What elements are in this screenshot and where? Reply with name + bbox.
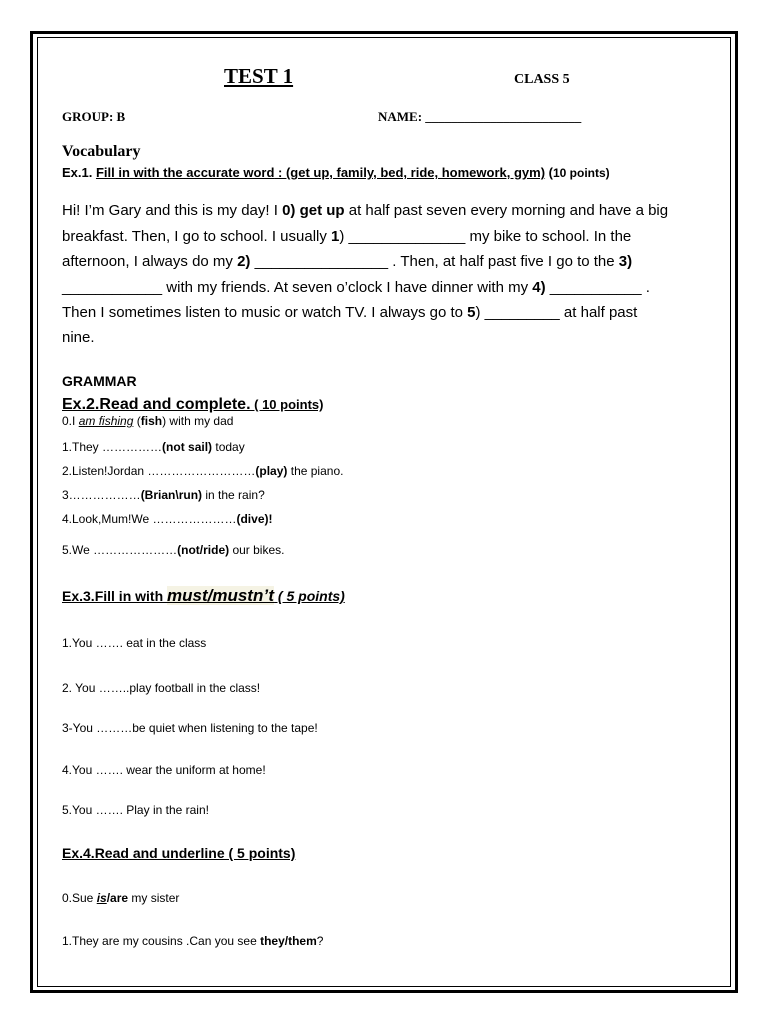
text: 5.We ………………… — [62, 543, 178, 557]
text: ____________ with my friends. At seven o’clock I have dinner with my — [62, 279, 533, 296]
modal-words: must/mustn’t — [167, 586, 275, 605]
exercise-2-title: Ex.2.Read and complete. — [62, 396, 251, 413]
text: in the rain? — [202, 488, 265, 502]
exercise-3-item: 1.You ……. eat in the class — [62, 636, 207, 650]
exercise-2-item — [62, 464, 343, 478]
text: ________________ . Then, at half past five I go to the — [250, 253, 619, 270]
text: breakfast. Then, I go to school. I usually — [62, 228, 332, 245]
text: today — [212, 440, 245, 454]
exercise-1-number: Ex.1. — [62, 165, 96, 180]
verb-hint: (not sail) — [162, 440, 213, 454]
text: ) _________ at half past — [475, 304, 638, 321]
exercise-3-points: ( 5 points) — [274, 588, 345, 604]
exercise-3-item: 5.You ……. Play in the rain! — [62, 803, 209, 817]
text: 0.I — [62, 414, 79, 428]
text: at half past seven every morning and have a big — [344, 202, 669, 219]
blank-number: 2) — [237, 253, 251, 270]
exercise-1-instruction: Fill in with the accurate word — [95, 165, 275, 180]
options: they/them — [260, 934, 317, 948]
exercise-3-title: Ex.3.Fill in with — [62, 588, 168, 604]
blank-number: 1 — [331, 228, 340, 245]
text: ) with my dad — [162, 414, 234, 428]
exercise-1-word-list: : (get up, family, bed, ride, homework, gym) — [274, 165, 546, 180]
exercise-2-item — [62, 488, 265, 502]
text: 2.Listen!Jordan ……………………… — [62, 464, 256, 478]
text: my sister — [128, 891, 180, 905]
vocabulary-heading: Vocabulary — [62, 143, 141, 160]
text: ) ______________ my bike to school. In the — [339, 228, 632, 245]
exercise-2-item — [62, 512, 272, 526]
text: Hi! I’m Gary and this is my day! I — [62, 202, 283, 219]
paragraph-line — [62, 329, 95, 346]
exercise-2-heading — [62, 396, 323, 414]
grammar-heading: GRAMMAR — [62, 373, 137, 389]
text: afternoon, I always do my — [62, 253, 238, 270]
exercise-2-item — [62, 440, 245, 454]
text: nine. — [62, 329, 95, 346]
group-label: GROUP: B — [62, 109, 126, 124]
text: ? — [316, 934, 324, 948]
example-answer: am fishing — [78, 414, 134, 428]
exercise-3-heading — [62, 586, 345, 606]
exercise-2-item — [62, 543, 284, 557]
text: 3……………… — [62, 488, 141, 502]
example-answer: is — [96, 891, 107, 905]
exercise-1-points-open: ( — [545, 165, 553, 180]
blank-number: 5 — [467, 304, 476, 321]
paragraph-line — [62, 202, 668, 219]
option: /are — [106, 891, 129, 905]
example-answer: 0) get up — [282, 202, 345, 219]
exercise-1-heading — [62, 165, 610, 180]
exercise-2-points: ( 10 points) — [250, 397, 324, 412]
text: the piano. — [287, 464, 344, 478]
blank-number: 3) — [618, 253, 633, 270]
paragraph-line — [62, 304, 637, 321]
paragraph-line — [62, 253, 632, 270]
name-field: NAME: ________________________ — [378, 109, 582, 124]
blank-number: 4) — [532, 279, 546, 296]
text: ( — [133, 414, 141, 428]
paragraph-line — [62, 228, 631, 245]
exercise-3-item: 3-You ………be quiet when listening to the tape! — [62, 721, 318, 735]
verb-hint: (dive)! — [236, 512, 273, 526]
paragraph-line — [62, 279, 650, 296]
exercise-4-example — [62, 891, 179, 905]
exercise-3-item: 2. You ……..play football in the class! — [62, 681, 261, 695]
text: 1.They are my cousins .Can you see — [62, 934, 261, 948]
exercise-3-item: 4.You ……. wear the uniform at home! — [62, 763, 266, 777]
exercise-4-heading: Ex.4.Read and underline ( 5 points) — [62, 845, 296, 861]
text: our bikes. — [229, 543, 285, 557]
exercise-1-points: 10 points) — [552, 166, 610, 180]
text: 4.Look,Mum!We ………………… — [62, 512, 237, 526]
verb-hint: (play) — [255, 464, 288, 478]
exercise-4-item — [62, 934, 323, 948]
class-label: CLASS 5 — [514, 72, 570, 87]
text: Then I sometimes listen to music or watch TV. I always go to — [62, 304, 468, 321]
text: 0.Sue — [62, 891, 97, 905]
text: ___________ . — [545, 279, 650, 296]
text: 1.They …………… — [62, 440, 163, 454]
verb-hint: fish — [140, 414, 163, 428]
test-title: TEST 1 — [224, 64, 294, 88]
verb-hint: (Brian\run) — [140, 488, 203, 502]
verb-hint: (not/ride) — [177, 543, 230, 557]
exercise-2-example — [62, 414, 233, 428]
